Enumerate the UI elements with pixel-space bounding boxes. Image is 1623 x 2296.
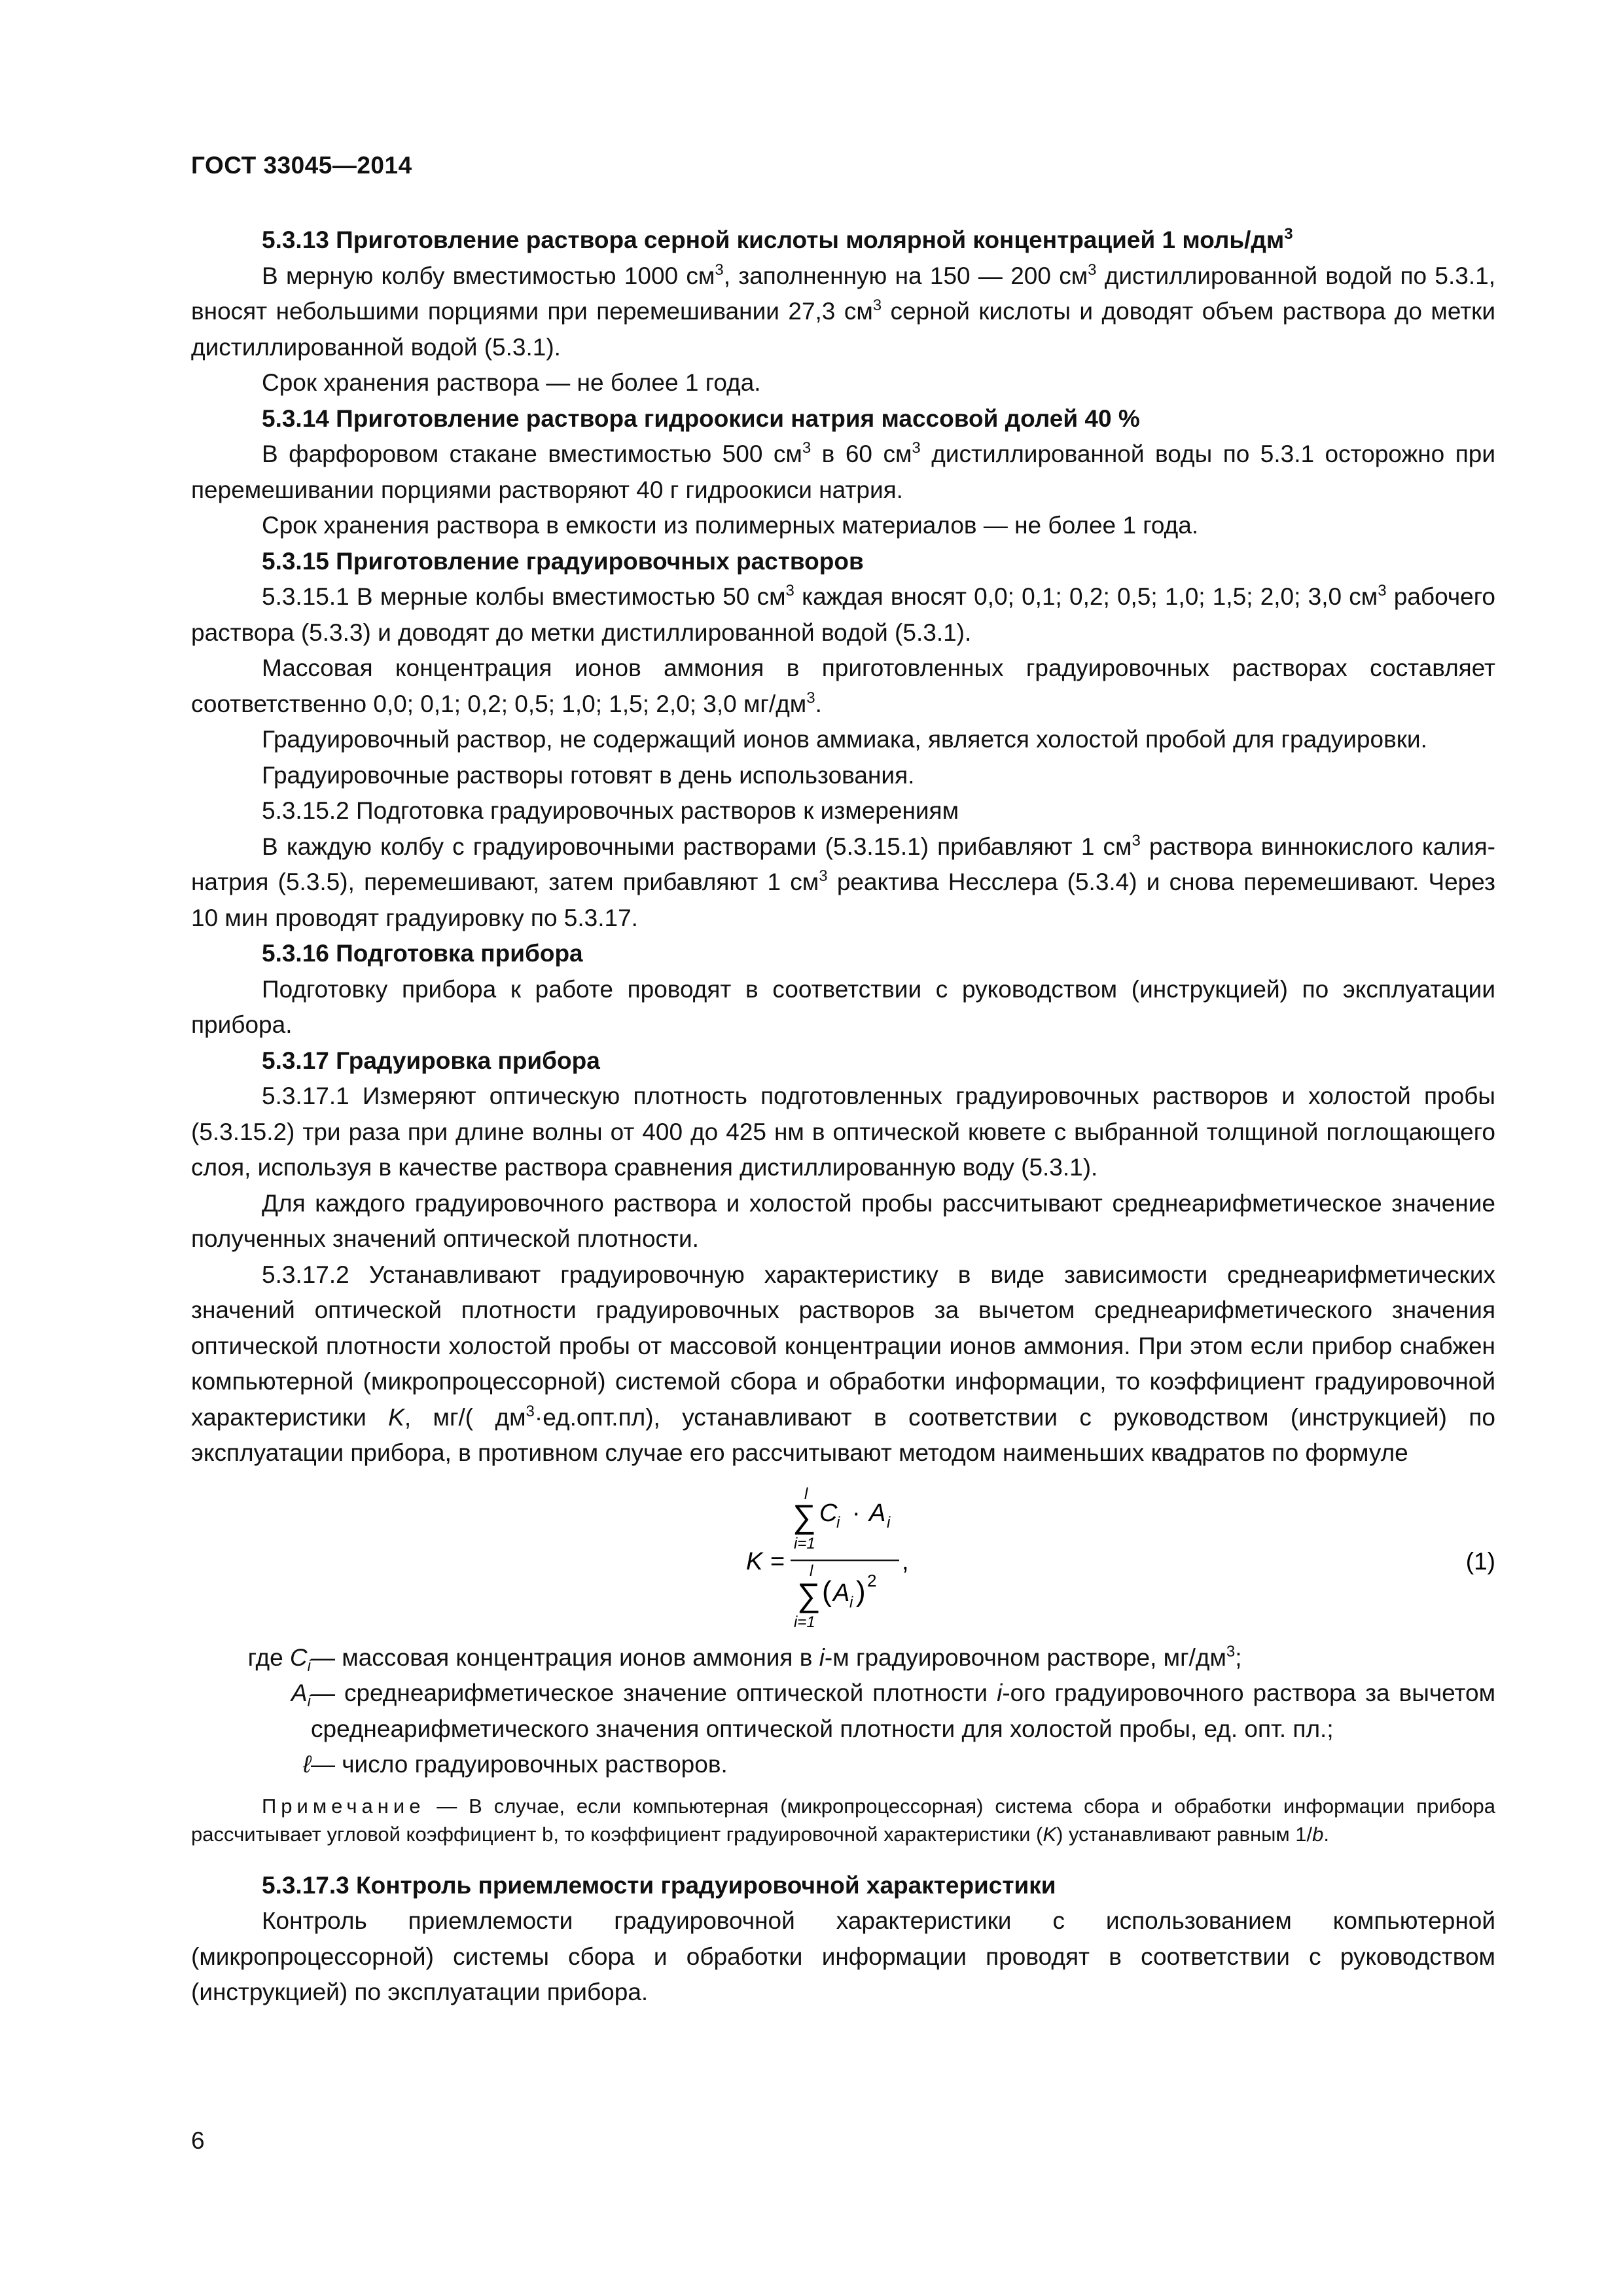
section-5-3-15-concentration: Массовая концентрация ионов аммония в приготовленных градуировочных растворах составляет соответственно 0,0; 0,1; 0,2; 0,5; 1,0; 1,5; 2,0; 3,0 $мг/дм^3$. xyxy=(191,655,1495,717)
section-5-3-13-para: В мерную колбу вместимостью 1000 $см^3$, заполненную на 150 — 200 $см^3$ дистиллированной водой по 5.3.1, вносят небольшими порциями при перемешивании 27,3 $см^3$ серной кислоты и доводят объем раствора до метки дистиллированной водой (5.3.1). xyxy=(191,260,1495,361)
formula-den-power: 2 xyxy=(867,1570,877,1590)
section-5-3-15-title: 5.3.15 Приготовление градуировочных растворов xyxy=(262,547,864,575)
section-5-3-14-title: 5.3.14 Приготовление раствора гидроокиси натрия массовой долей 40 % xyxy=(262,404,1140,432)
section-5-3-14-storage: Срок хранения раствора в емкости из полимерных материалов — не более 1 года. xyxy=(262,512,1199,539)
section-5-3-17-3-title: 5.3.17.3 Контроль приемлемости градуировочной характеристики xyxy=(262,1871,1056,1899)
section-5-3-15-2-title: 5.3.15.2 Подготовка градуировочных растворов к измерениям xyxy=(262,797,959,824)
legend-text-a: — среднеарифметическое значение оптической плотности i-ого градуировочного раствора за вычетом среднеарифметического значения оптической плотности для холостой пробы, ед. опт. пл.; xyxy=(311,1679,1496,1742)
formula-num-upper: l xyxy=(804,1484,808,1503)
formula-comma: , xyxy=(902,1547,909,1575)
legend-row-c xyxy=(191,1640,1495,1676)
legend-text-c: — массовая концентрация ионов аммония в i-м градуировочном растворе, $мг/дм^3$; xyxy=(311,1642,1242,1671)
section-5-3-16-para: Подготовку прибора к работе проводят в соответствии с руководством (инструкцией) по эксплуатации прибора. xyxy=(191,975,1495,1038)
formula-den-sigma: ∑ xyxy=(797,1576,821,1613)
document-header: ГОСТ 33045—2014 xyxy=(191,152,412,179)
formula-num-c-sub: i xyxy=(836,1513,840,1532)
note-text: Примечание — В случае, если компьютерная (микропроцессорная) система сбора и обработки информации прибора рассчитывает угловой коэффициент b, то коэффициент градуировочной характеристики (K) устанавливают равным 1/b. xyxy=(191,1794,1495,1846)
section-5-3-15-prepare-day: Градуировочные растворы готовят в день использования. xyxy=(262,761,915,789)
formula-den-lower: i=1 xyxy=(794,1613,815,1628)
page-number: 6 xyxy=(191,2127,205,2154)
formula-num-c: C xyxy=(819,1499,838,1527)
section-5-3-15-blank: Градуировочный раствор, не содержащий ионов аммиака, является холостой пробой для градуировки. xyxy=(262,726,1427,753)
formula-den-a: A xyxy=(833,1579,850,1607)
section-5-3-17-mean-para: Для каждого градуировочного раствора и холостой пробы рассчитывают среднеарифметическое значение полученных значений оптической плотности. xyxy=(191,1189,1495,1252)
formula-graphic xyxy=(191,1483,1495,1628)
section-5-3-14-para: В фарфоровом стакане вместимостью 500 $см^3$ в 60 $см^3$ дистиллированной воды по 5.3.1 осторожно при перемешивании порциями растворяют 40 г гидроокиси натрия. xyxy=(191,439,1496,503)
formula-eq: = xyxy=(770,1547,785,1575)
legend-symbol-l: ℓ xyxy=(303,1751,311,1778)
formula-lhs: K xyxy=(746,1547,763,1575)
legend-text-l: — число градуировочных растворов. xyxy=(311,1751,728,1778)
section-5-3-16-title: 5.3.16 Подготовка прибора xyxy=(262,940,583,967)
document-body xyxy=(191,223,1495,2011)
section-5-3-17-3-para: Контроль приемлемости градуировочной характеристики с использованием компьютерной (микропроцессорной) системы сбора и обработки информации проводят в соответствии с руководством (инструкцией) по эксплуатации прибора. xyxy=(191,1907,1495,2005)
legend-symbol-c: где $C_i$ xyxy=(247,1643,311,1675)
formula-den-a-sub: i xyxy=(849,1593,853,1611)
legend-row-a xyxy=(191,1676,1495,1747)
formula-number: (1) xyxy=(1465,1547,1495,1575)
legend-symbol-a: $A_i$ xyxy=(291,1679,311,1710)
formula-den-rparen: ) xyxy=(856,1575,866,1607)
legend-row-l xyxy=(191,1747,1495,1783)
section-5-3-15-2-para: В каждую колбу с градуировочными растворами (5.3.15.1) прибавляют 1 $см^3$ раствора виннокислого калия-натрия (5.3.5), перемешивают, затем прибавляют 1 $см^3$ реактива Несслера (5.3.4) и снова перемешивают. Через 10 мин проводят градуировку по 5.3.17. xyxy=(191,831,1496,931)
formula-num-dot: · xyxy=(852,1499,861,1527)
note-block xyxy=(191,1792,1495,1848)
formula-num-lower: i=1 xyxy=(794,1534,815,1552)
section-5-3-15-1-para: 5.3.15.1 В мерные колбы вместимостью 50 $см^3$ каждая вносят 0,0; 0,1; 0,2; 0,5; 1,0; 1,5; 2,0; 3,0 $см^3$ рабочего раствора (5.3.3) и доводят до метки дистиллированной водой (5.3.1). xyxy=(191,582,1495,646)
formula-den-upper: l xyxy=(810,1562,813,1580)
section-5-3-17-2-para: 5.3.17.2 Устанавливают градуировочную характеристику в виде зависимости среднеарифметических значений оптической плотности градуировочных растворов за вычетом среднеарифметического значения оптической плотности холостой пробы от массовой концентрации ионов аммония. При этом если прибор снабжен компьютерной (микропроцессорной) системой сбора и обработки информации, то коэффициент градуировочной характеристики K, мг/( $дм^3\cdot ед.опт.пл$), устанавливают в соответствии с руководством (инструкцией) по эксплуатации прибора, в противном случае его рассчитывают методом наименьших квадратов по формуле xyxy=(191,1261,1495,1466)
section-5-3-17-title: 5.3.17 Градуировка прибора xyxy=(262,1047,600,1074)
formula-1 xyxy=(191,1483,1495,1628)
section-5-3-13-title: 5.3.13 Приготовление раствора серной кислоты молярной концентрацией 1 моль/$дм^3$ xyxy=(262,225,1293,253)
section-5-3-13-storage: Срок хранения раствора — не более 1 года. xyxy=(262,369,761,396)
formula-den-lparen: ( xyxy=(822,1575,832,1607)
formula-legend xyxy=(191,1640,1495,1783)
formula-num-sigma: ∑ xyxy=(793,1498,816,1535)
note-label: Примечание xyxy=(262,1794,425,1818)
formula-num-a: A xyxy=(869,1499,886,1527)
formula-num-a-sub: i xyxy=(887,1513,891,1532)
section-5-3-17-1-para: 5.3.17.1 Измеряют оптическую плотность подготовленных градуировочных растворов и холостой пробы (5.3.15.2) три раза при длине волны от 400 до 425 нм в оптической кювете с выбранной толщиной поглощающего слоя, используя в качестве раствора сравнения дистиллированную воду (5.3.1). xyxy=(191,1083,1495,1181)
